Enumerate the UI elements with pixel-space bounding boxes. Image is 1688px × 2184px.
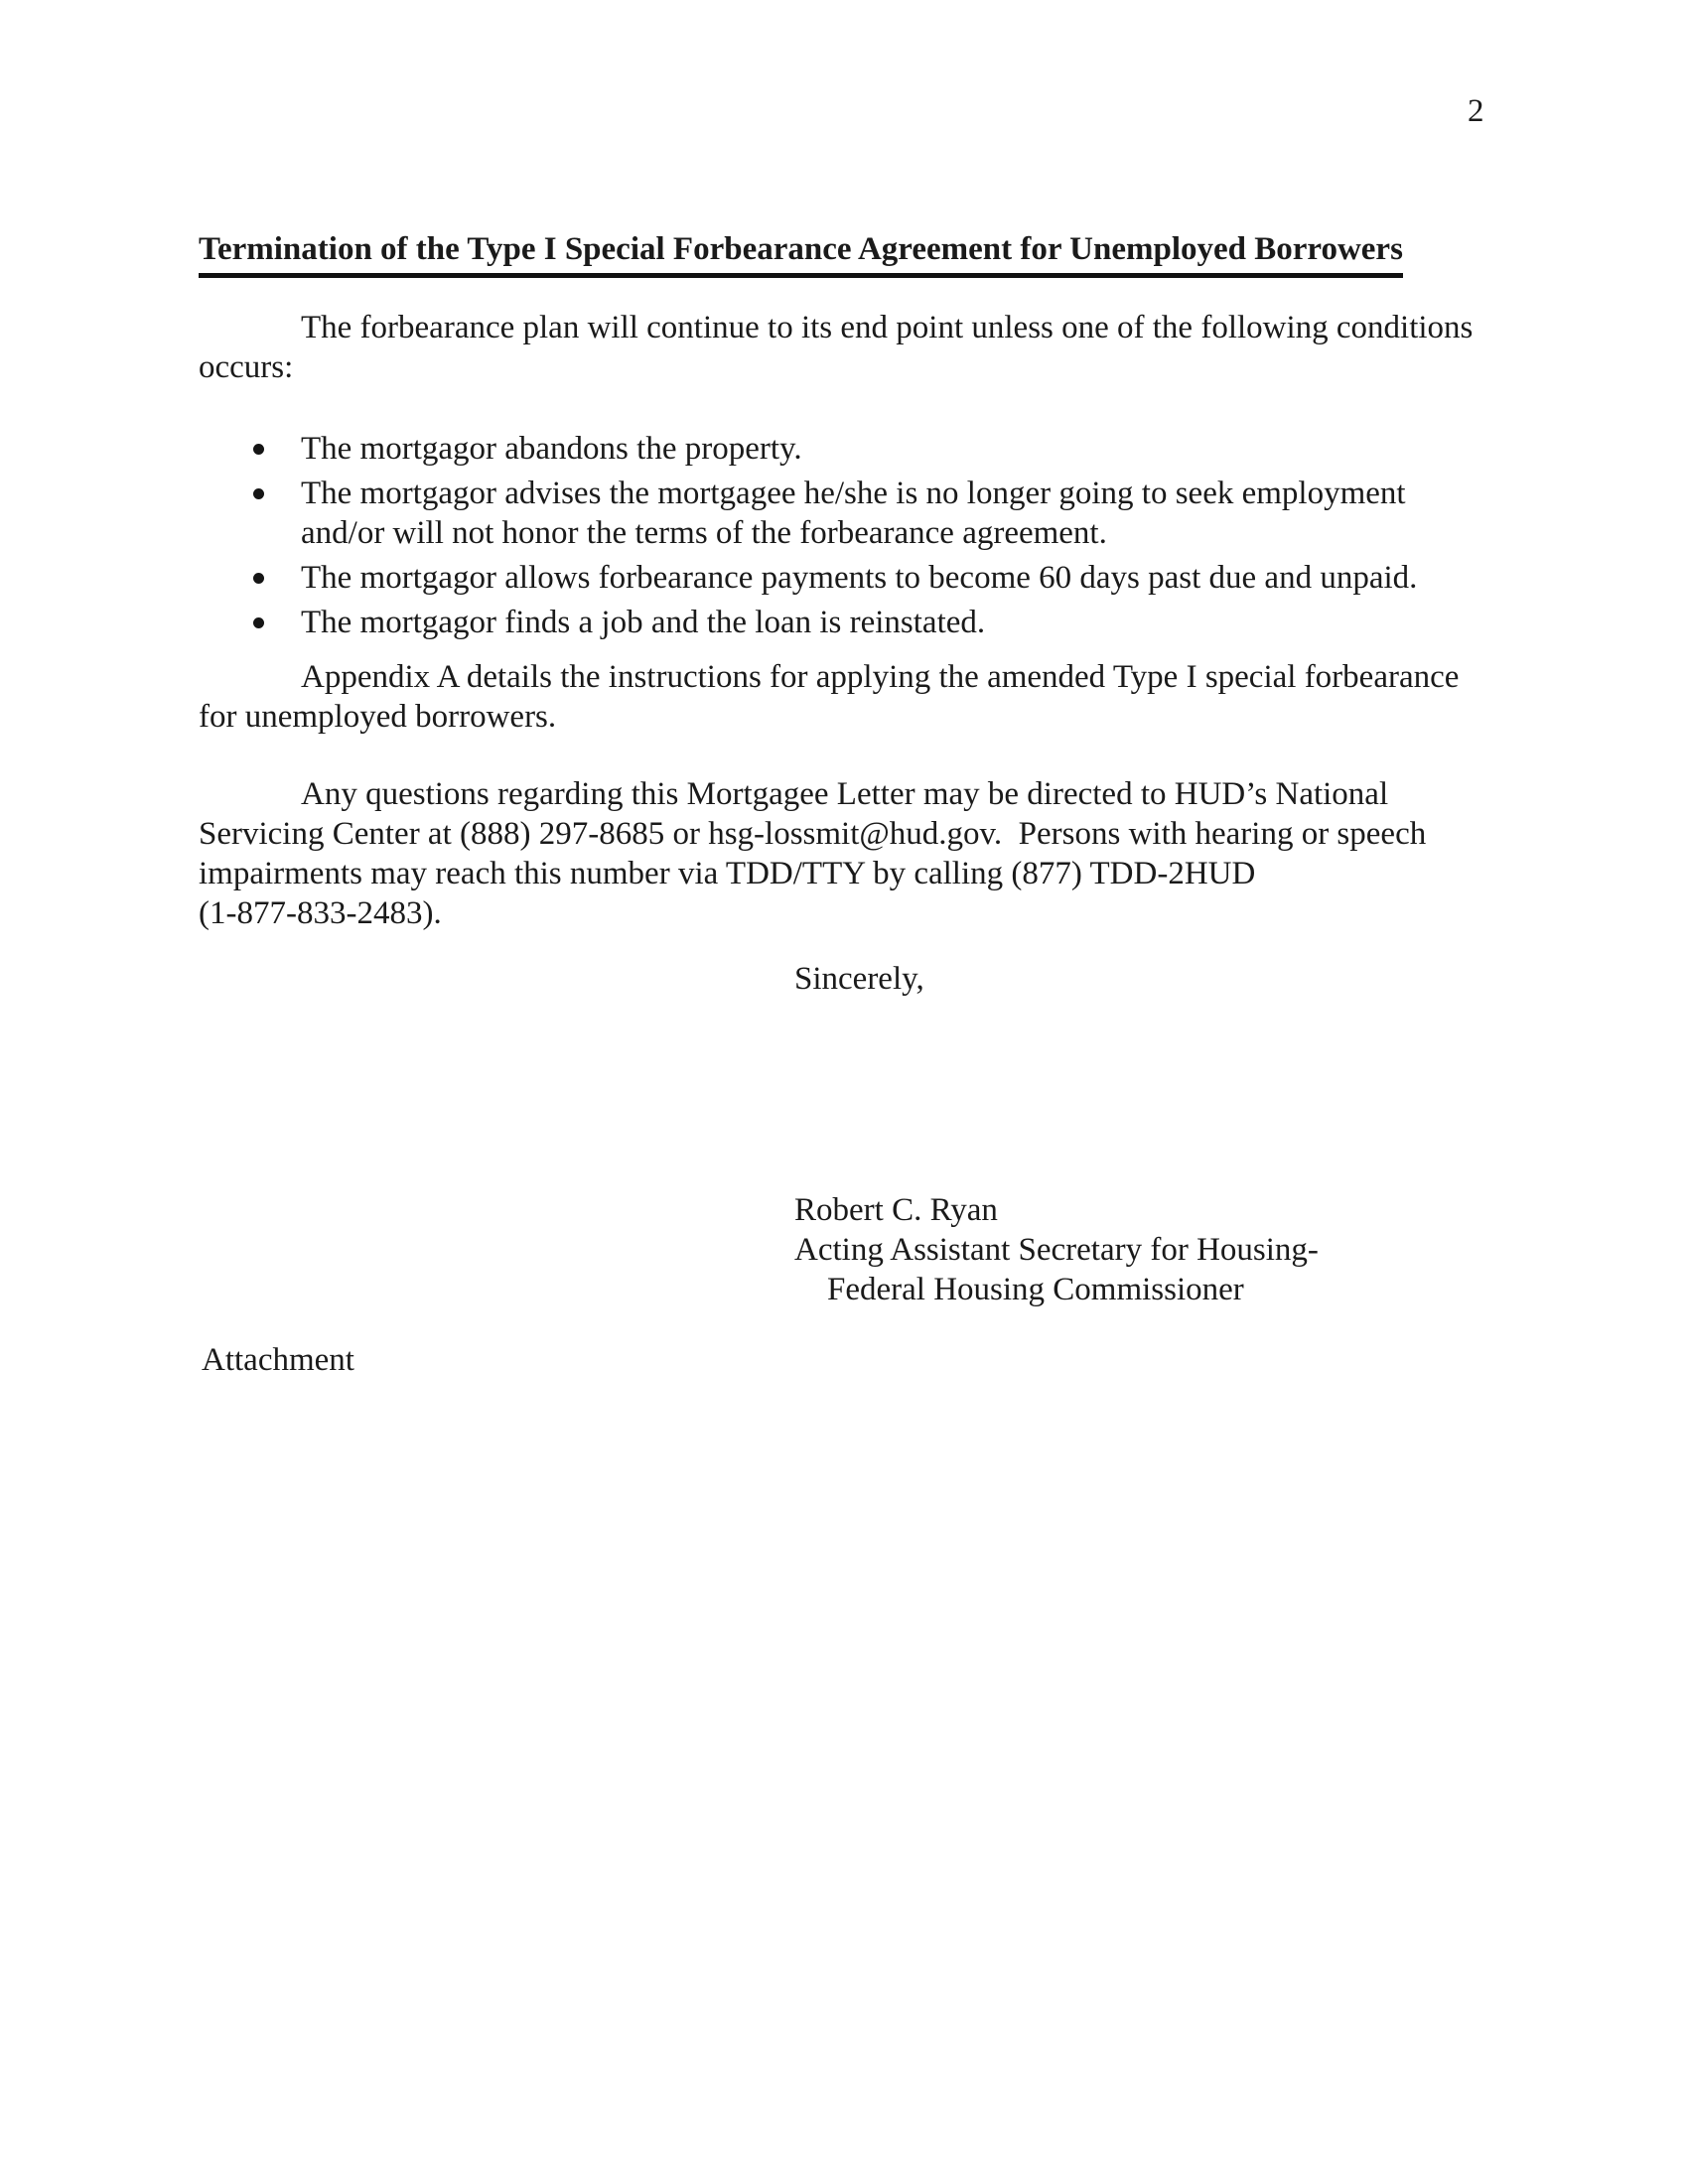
text-line: The mortgagor advises the mortgagee he/she is no longer going to seek employment bbox=[301, 476, 1406, 511]
text-line: The forbearance plan will continue to its end point unless one of the following conditions bbox=[301, 310, 1474, 345]
signer-title: Federal Housing Commissioner bbox=[827, 1272, 1244, 1307]
closing-salutation bbox=[794, 959, 924, 999]
list-item-text bbox=[301, 474, 1406, 553]
text-line: for unemployed borrowers. bbox=[199, 699, 557, 735]
text-line: Appendix A details the instructions for applying the amended Type I special forbearance bbox=[301, 659, 1460, 695]
bullet-icon bbox=[253, 444, 264, 455]
list-item bbox=[251, 429, 1417, 469]
text-line: Any questions regarding this Mortgagee Letter may be directed to HUD’s National bbox=[301, 776, 1389, 812]
list-item-text bbox=[301, 429, 802, 469]
bullet-icon bbox=[253, 573, 264, 584]
text-line: The mortgagor allows forbearance payments to become 60 days past due and unpaid. bbox=[301, 560, 1418, 596]
text-line: Sincerely, bbox=[794, 961, 924, 997]
list-item bbox=[251, 474, 1417, 553]
list-item-text bbox=[301, 558, 1417, 598]
text-line: The mortgagor finds a job and the loan is reinstated. bbox=[301, 605, 986, 640]
text-line: Servicing Center at (888) 297-8685 or hsg-lossmit@hud.gov. Persons with hearing or speech bbox=[199, 816, 1427, 852]
text-line: (1-877-833-2483). bbox=[199, 895, 442, 931]
text-line: and/or will not honor the terms of the forbearance agreement. bbox=[301, 515, 1107, 551]
list-item bbox=[251, 558, 1417, 598]
page-number: 2 bbox=[1468, 93, 1484, 129]
bullet-list bbox=[251, 429, 1417, 647]
list-item bbox=[251, 603, 1417, 642]
paragraph-appendix bbox=[199, 657, 1459, 737]
list-item-text bbox=[301, 603, 985, 642]
signer-name: Robert C. Ryan bbox=[794, 1192, 998, 1228]
signer-title: Acting Assistant Secretary for Housing- bbox=[794, 1232, 1319, 1268]
paragraph-intro bbox=[199, 308, 1473, 387]
text-line: The mortgagor abandons the property. bbox=[301, 431, 802, 467]
bullet-icon bbox=[253, 488, 264, 499]
text-line: impairments may reach this number via TDD/TTY by calling (877) TDD-2HUD bbox=[199, 856, 1256, 891]
signature-block bbox=[794, 1190, 1319, 1309]
text-line: Attachment bbox=[202, 1342, 354, 1378]
section-heading: Termination of the Type I Special Forbearance Agreement for Unemployed Borrowers bbox=[199, 229, 1403, 278]
bullet-icon bbox=[253, 617, 264, 628]
text-line: occurs: bbox=[199, 349, 294, 385]
attachment-note bbox=[202, 1340, 354, 1380]
paragraph-contact bbox=[199, 774, 1426, 933]
